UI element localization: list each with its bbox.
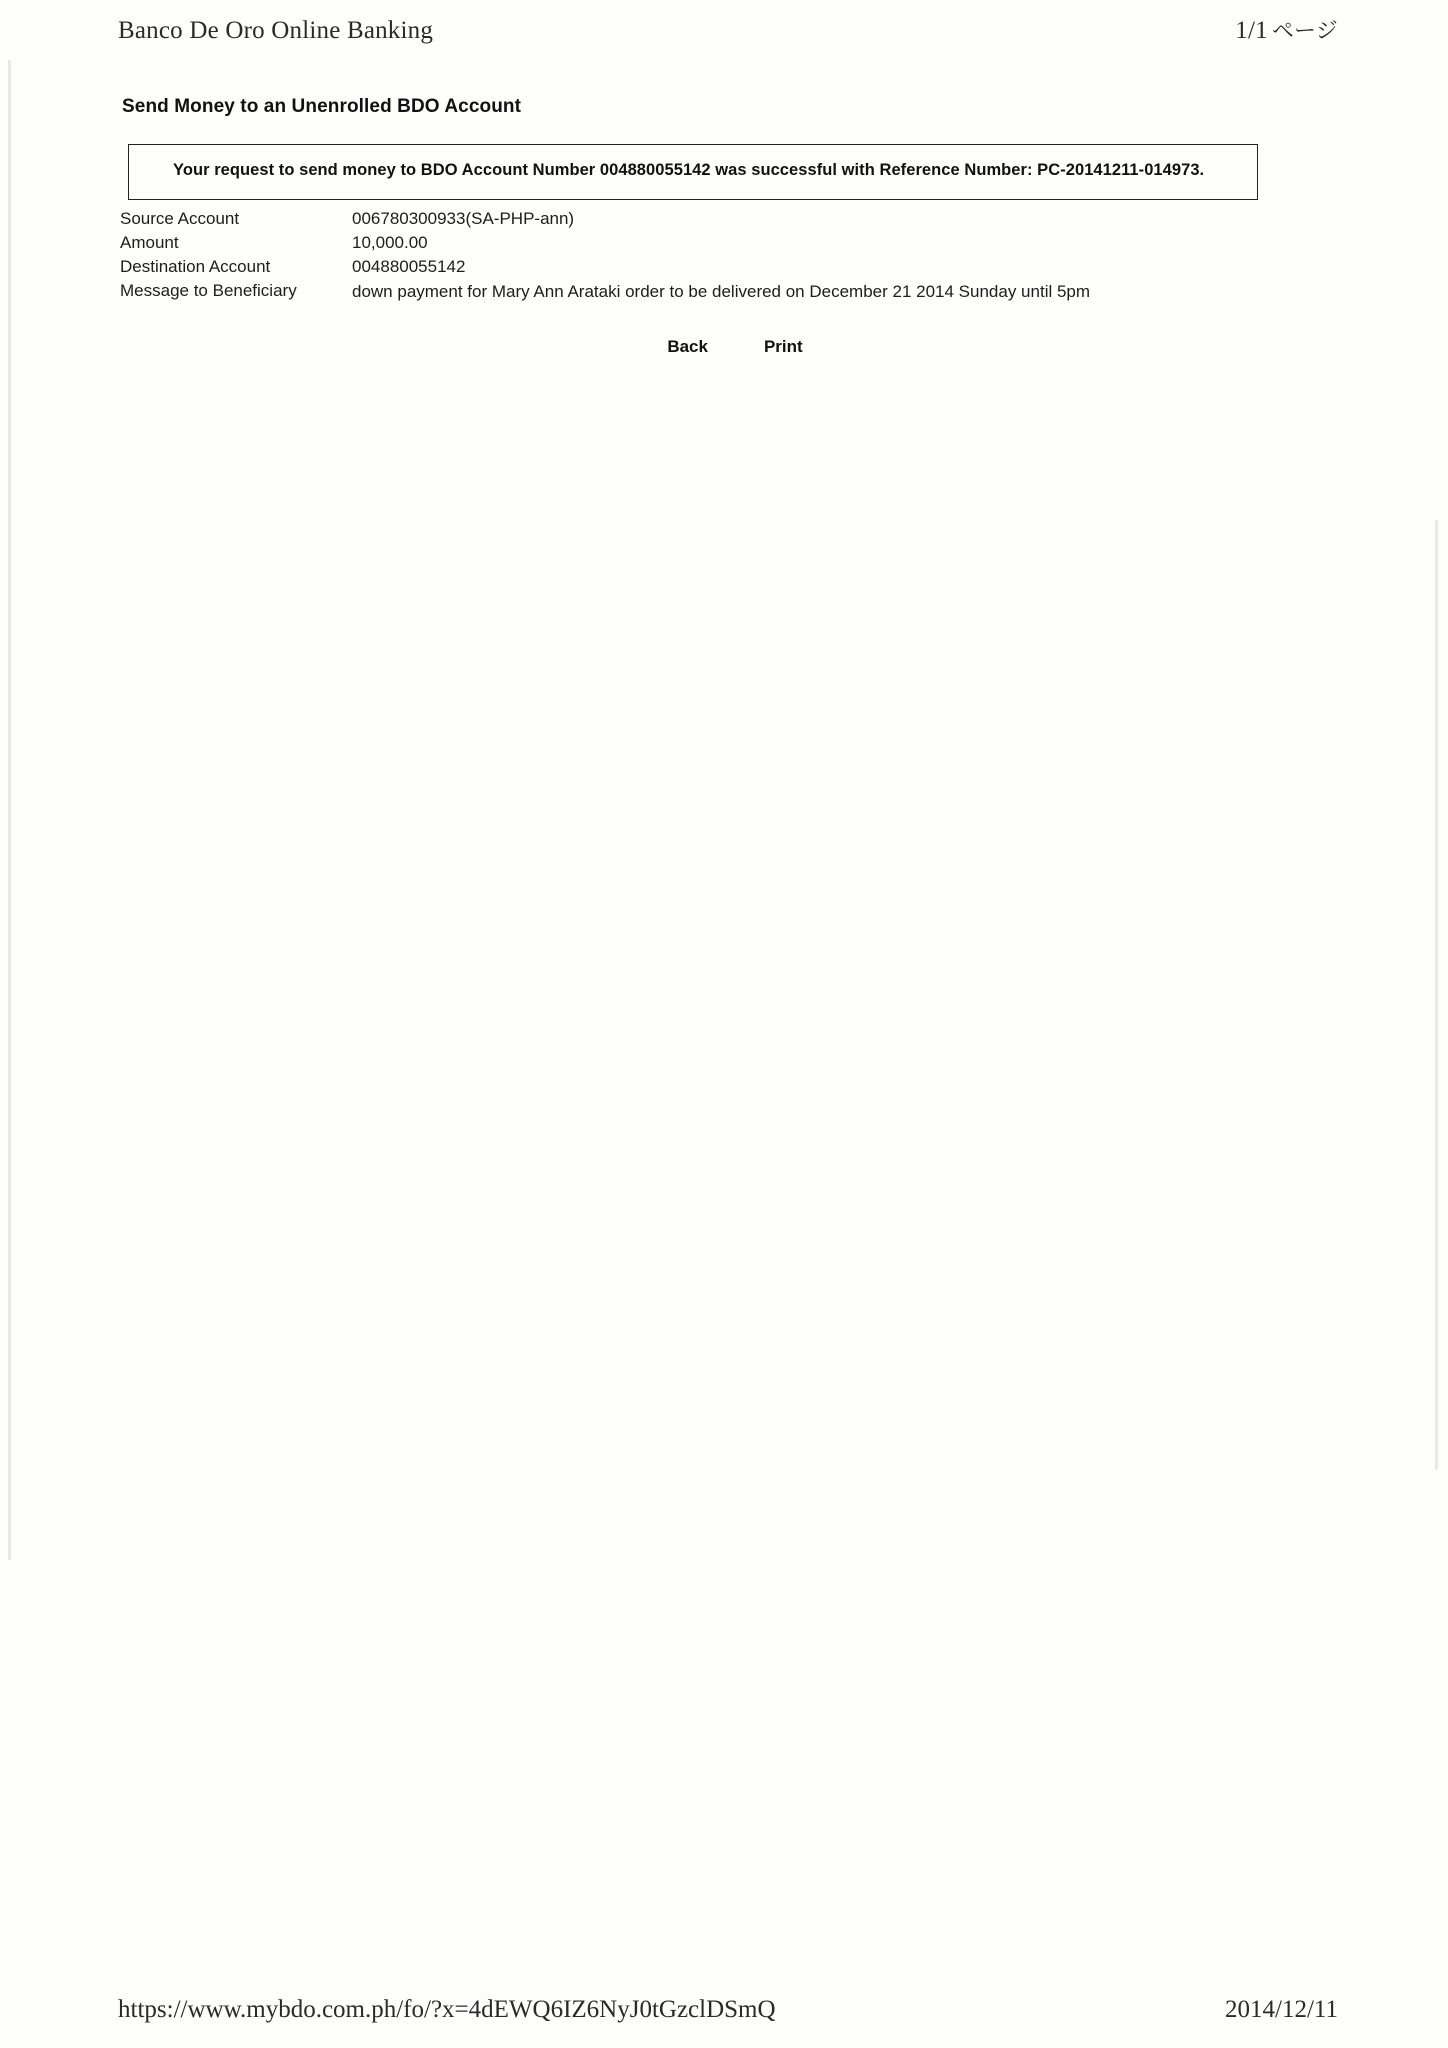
scan-artifact-right [1435,520,1438,1470]
detail-value: down payment for Mary Ann Arataki order to be delivered on December 21 2014 Sunday until 5pm [352,281,1091,301]
detail-value: 004880055142 [352,256,466,276]
back-button[interactable]: Back [667,337,708,357]
scan-artifact-left [8,60,11,1560]
detail-row-amount [120,231,1280,255]
print-header [118,14,1338,45]
detail-label: Source Account [120,208,240,228]
print-header-page [1235,14,1338,45]
page-number: 1/1 [1235,17,1268,44]
success-notice-text: Your request to send money to BDO Account Number 004880055142 was successful with Reference Number: PC-20141211-014973. [173,161,1205,179]
detail-row-destination-account [120,255,1280,279]
page-title: Send Money to an Unenrolled BDO Account [122,96,522,117]
detail-value: 006780300933(SA-PHP-ann) [352,208,575,228]
detail-label: Message to Beneficiary [120,280,297,300]
print-footer-date: 2014/12/11 [1225,1996,1338,2023]
print-footer-url: https://www.mybdo.com.ph/fo/?x=4dEWQ6IZ6NyJ0tGzclDSmQ [118,1996,776,2023]
detail-row-message-to-beneficiary [120,279,1280,304]
success-notice [128,144,1258,200]
print-header-title: Banco De Oro Online Banking [118,17,434,44]
detail-value: 10,000.00 [352,232,428,252]
action-bar [120,337,1310,357]
page-suffix-label: ページ [1271,19,1338,44]
document-body [120,96,1310,357]
print-button[interactable]: Print [763,337,803,357]
transaction-details [120,207,1280,305]
print-footer [118,1996,1338,2024]
detail-label: Destination Account [120,256,271,276]
detail-label: Amount [120,232,179,252]
detail-row-source-account [120,207,1280,231]
